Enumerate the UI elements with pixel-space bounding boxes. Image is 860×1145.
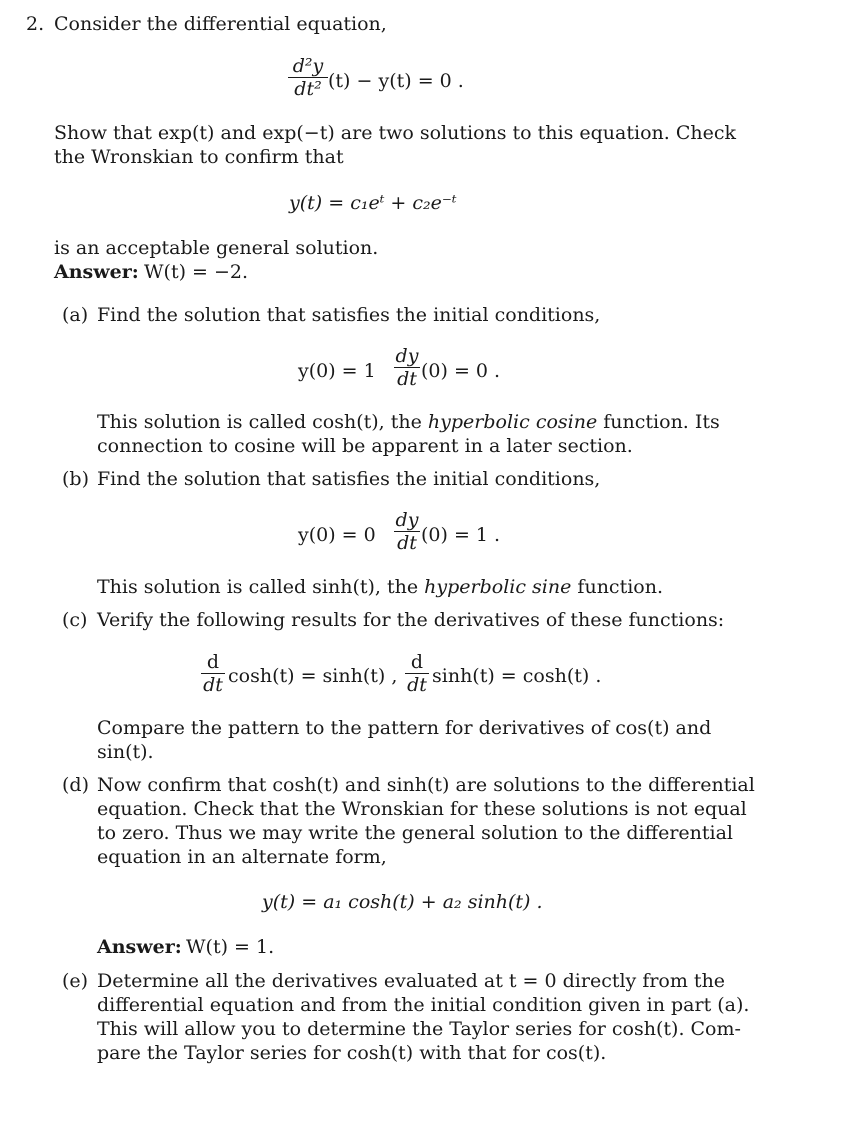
show-text-line-1: Show that exp(t) and exp(−t) are two solutions to this equation. Check <box>54 122 737 144</box>
part-b-ic-numerator: dy <box>395 509 419 531</box>
main-equation-denominator: dt² <box>294 78 322 100</box>
main-equation-numerator: d²y <box>292 55 324 77</box>
problem-intro: Consider the differential equation, <box>54 13 387 35</box>
part-c-deriv-1-rhs: cosh(t) = sinh(t) , <box>228 665 398 687</box>
answer-value: W(t) = −2. <box>144 261 249 283</box>
part-c-deriv-2-numerator: d <box>410 651 424 673</box>
part-b-ic-rhs: (0) = 1 . <box>421 524 501 546</box>
part-c-deriv-2-fraction <box>405 652 429 695</box>
part-c-compare-line-1: Compare the pattern to the pattern for derivatives of cos(t) and <box>97 717 712 739</box>
part-c-deriv-2-rhs: sinh(t) = cosh(t) . <box>432 665 602 687</box>
part-d-line-1: Now confirm that cosh(t) and sinh(t) are solutions to the differential <box>97 774 755 796</box>
part-d-alt-solution: y(t) = a₁ cosh(t) + a₂ sinh(t) . <box>262 891 543 913</box>
problem-number: 2. <box>26 13 45 35</box>
part-a-note-line-2: connection to cosine will be apparent in a later section. <box>97 435 633 457</box>
part-c-deriv-1-denominator: dt <box>203 674 223 696</box>
part-a-ic-rhs: (0) = 0 . <box>421 360 501 382</box>
part-d-line-2: equation. Check that the Wronskian for these solutions is not equal <box>97 798 747 820</box>
part-c-deriv-1-fraction <box>201 652 225 695</box>
part-a-text: Find the solution that satisfies the initial conditions, <box>97 304 601 326</box>
part-d-answer-label: Answer: <box>97 936 182 958</box>
part-b-text: Find the solution that satisfies the initial conditions, <box>97 468 601 490</box>
part-c-deriv-1-numerator: d <box>206 651 220 673</box>
part-c-label: (c) <box>62 609 88 631</box>
main-equation-rhs: (t) − y(t) = 0 . <box>328 70 464 92</box>
part-b-note: This solution is called sinh(t), the hyperbolic sine function. <box>97 576 663 598</box>
part-d-line-3: to zero. Thus we may write the general solution to the differential <box>97 822 734 844</box>
part-b-ic-y: y(0) = 0 <box>298 524 376 546</box>
part-e-line-2: differential equation and from the initial condition given in part (a). <box>97 994 750 1016</box>
part-a-ic-y: y(0) = 1 <box>298 360 376 382</box>
part-e-label: (e) <box>62 970 89 992</box>
part-e-line-4: pare the Taylor series for cosh(t) with that for cos(t). <box>97 1042 607 1064</box>
part-b-label: (b) <box>62 468 89 490</box>
part-b-ic-fraction <box>394 510 420 553</box>
part-c-deriv-2-denominator: dt <box>407 674 427 696</box>
part-a-note-line-1: This solution is called cosh(t), the hyperbolic cosine function. Its <box>97 411 720 433</box>
part-a-label: (a) <box>62 304 89 326</box>
part-d-line-4: equation in an alternate form, <box>97 846 387 868</box>
main-equation-fraction <box>288 56 328 99</box>
show-text-line-2: the Wronskian to confirm that <box>54 146 344 168</box>
part-c-text: Verify the following results for the derivatives of these functions: <box>97 609 725 631</box>
part-a-ic-denominator: dt <box>397 368 417 390</box>
part-a-ic-fraction <box>394 346 420 389</box>
answer-label: Answer: <box>54 261 139 283</box>
general-solution-equation: y(t) = c₁eᵗ + c₂e⁻ᵗ <box>289 192 457 214</box>
acceptable-text: is an acceptable general solution. <box>54 237 379 259</box>
part-d-label: (d) <box>62 774 89 796</box>
part-e-line-1: Determine all the derivatives evaluated at t = 0 directly from the <box>97 970 726 992</box>
part-a-ic-numerator: dy <box>395 345 419 367</box>
part-e-line-3: This will allow you to determine the Taylor series for cosh(t). Com- <box>97 1018 741 1040</box>
part-c-compare-line-2: sin(t). <box>97 741 154 763</box>
part-b-ic-denominator: dt <box>397 532 417 554</box>
part-d-answer-value: W(t) = 1. <box>186 936 275 958</box>
